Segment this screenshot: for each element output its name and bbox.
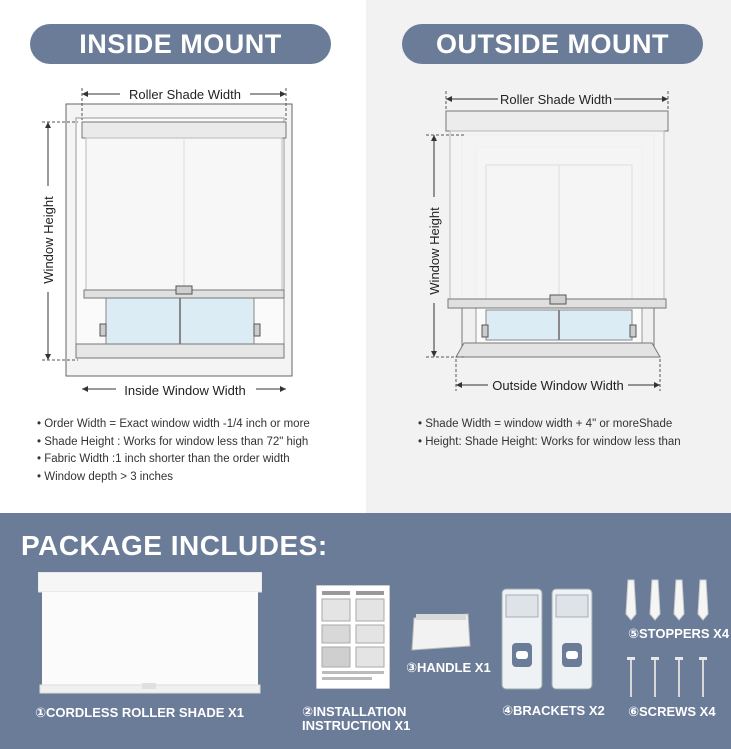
roller-shade-label: ①CORDLESS ROLLER SHADE X1 [35, 705, 244, 720]
outside-note: • Shade Width = window width + 4" or moreShade [418, 416, 723, 434]
roller-shade-image [38, 572, 262, 696]
outside-mount-title: OUTSIDE MOUNT [402, 24, 703, 64]
handle-image [408, 610, 474, 656]
brackets-image [500, 585, 595, 695]
inside-mount-notes [37, 416, 357, 486]
inside-note: • Fabric Width :1 inch shorter than the order width [37, 451, 357, 469]
inside-height-label: Window Height [41, 196, 56, 284]
screws-label: ⑥SCREWS X4 [628, 704, 716, 719]
stoppers-image [622, 578, 718, 622]
outside-mount-diagram [420, 85, 680, 395]
inside-note: • Shade Height : Works for window less than 72" high [37, 434, 357, 452]
inside-mount-title: INSIDE MOUNT [30, 24, 331, 64]
instruction-manual-image [316, 585, 390, 689]
outside-mount-notes [418, 416, 723, 451]
inside-mount-diagram [38, 80, 308, 400]
brackets-label: ④BRACKETS X2 [502, 703, 605, 718]
inside-width-label: Roller Shade Width [129, 87, 241, 102]
stoppers-label: ⑤STOPPERS X4 [628, 626, 730, 641]
inside-bottom-label: Inside Window Width [124, 383, 246, 398]
outside-bottom-label: Outside Window Width [492, 378, 624, 393]
outside-height-label: Window Height [427, 207, 442, 295]
outside-note: • Height: Shade Height: Works for window less than [418, 434, 723, 452]
handle-label: ③HANDLE X1 [406, 660, 491, 675]
instruction-label: ②INSTALLATION INSTRUCTION X1 [302, 704, 411, 733]
package-title: PACKAGE INCLUDES: [21, 530, 328, 561]
outside-width-label: Roller Shade Width [500, 92, 612, 107]
inside-note: • Window depth > 3 inches [37, 469, 357, 487]
screws-image [622, 655, 718, 699]
inside-note: • Order Width = Exact window width -1/4 inch or more [37, 416, 357, 434]
